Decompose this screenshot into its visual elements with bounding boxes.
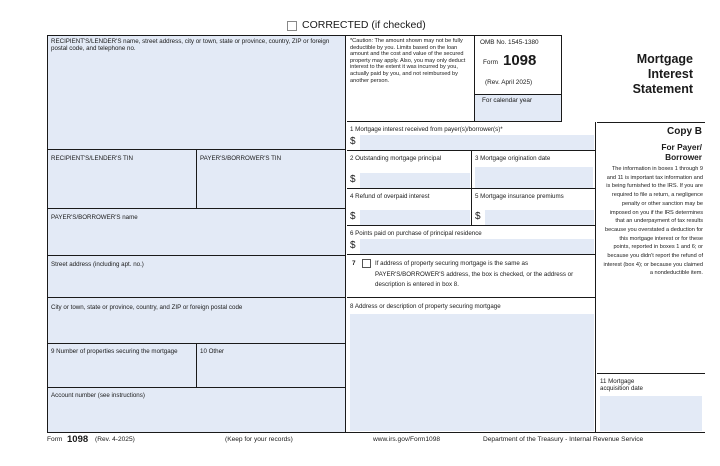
- copy-b-heading: Copy B: [667, 126, 702, 137]
- omb-number: OMB No. 1545-1380: [480, 39, 539, 46]
- footer-url[interactable]: www.irs.gov/Form1098: [373, 436, 441, 443]
- box6-label: 6 Points paid on purchase of principal residence: [350, 230, 482, 237]
- footer-dept: Department of the Treasury - Internal Revenue Service: [483, 436, 644, 443]
- box3-field[interactable]: [472, 151, 596, 189]
- payer-name-label: PAYER'S/BORROWER'S name: [51, 214, 138, 221]
- box10-field[interactable]: [197, 344, 346, 388]
- calendar-year-label: For calendar year: [482, 97, 533, 104]
- title-line-2: Interest: [647, 67, 693, 81]
- box4-field[interactable]: [347, 189, 472, 226]
- account-number-label: Account number (see instructions): [51, 392, 145, 399]
- box7-number: 7: [352, 260, 356, 267]
- box9-label: 9 Number of properties securing the mortgage: [51, 348, 178, 355]
- box5-field[interactable]: [472, 189, 596, 226]
- form-word: Form: [483, 59, 498, 66]
- box8-label: 8 Address or description of property securing mortgage: [350, 303, 501, 310]
- caution-text: *Caution: The amount shown may not be fully deductible by you. Limits based on the loan amount and the cost and value of the secured property may apply. Also, you may only deduct interest to the extent it was incurred by you, actually paid by you, and not reimbursed by another person.: [350, 38, 466, 84]
- box1-input-shade: [360, 135, 594, 150]
- footer: [47, 434, 707, 448]
- street-address-label: Street address (including apt. no.): [51, 261, 144, 268]
- box9-field[interactable]: [48, 344, 197, 388]
- box2-dollar: $: [350, 174, 356, 185]
- city-label: City or town, state or province, country, and ZIP or foreign postal code: [51, 304, 243, 311]
- corrected-label: CORRECTED (if checked): [302, 19, 426, 31]
- box2-input-shade: [360, 173, 470, 188]
- box5-dollar: $: [475, 211, 481, 222]
- box4-label: 4 Refund of overpaid interest: [350, 193, 430, 200]
- box5-input-shade: [485, 210, 594, 225]
- recipient-tin-label: RECIPIENT'S/LENDER'S TIN: [51, 155, 134, 162]
- box1-dollar: $: [350, 136, 356, 147]
- box7-label: If address of property securing mortgage is the same as PAYER'S/BORROWER'S address, the box is checked, or the address or description is entered in box 8.: [375, 260, 574, 288]
- payer-tin-field[interactable]: [197, 150, 346, 209]
- form-title: [600, 52, 693, 97]
- box7-field: [347, 255, 596, 298]
- footer-rev: (Rev. 4-2025): [95, 436, 135, 443]
- box3-input-shade: [475, 167, 593, 188]
- copy-b-panel: [597, 122, 705, 374]
- footer-keep: (Keep for your records): [225, 436, 293, 443]
- footer-form-word: Form: [47, 436, 63, 443]
- box6-input-shade: [360, 239, 594, 254]
- omb-box: [475, 36, 562, 95]
- copy-b-text: The information in boxes 1 through 9 and 11 is important tax information and is being furnished to the IRS. If you are required to file a return, a negligence penalty or other sanction may be imposed on you if the IRS determines that an underpayment of tax results because you overstated a deduction for this mortgage interest or for these points, reported in boxes 1 and 6; or because you didn't report the refund of interest (box 4); or because you claimed a nondeductible item.: [603, 166, 703, 277]
- box4-dollar: $: [350, 211, 356, 222]
- caution-box: [347, 36, 475, 122]
- form-number: 1098: [503, 52, 537, 69]
- street-address-field[interactable]: [48, 256, 346, 298]
- box2-label: 2 Outstanding mortgage principal: [350, 155, 442, 162]
- account-number-field[interactable]: [48, 388, 346, 432]
- title-line-3: Statement: [632, 82, 693, 96]
- form-bottom-border: [47, 432, 705, 433]
- box8-input-shade: [350, 314, 594, 431]
- rev-date: (Rev. April 2025): [485, 79, 533, 86]
- payer-name-field[interactable]: [48, 209, 346, 256]
- footer-form-number: 1098: [67, 434, 89, 445]
- box11-field[interactable]: [597, 374, 705, 432]
- calendar-year-field[interactable]: [475, 95, 562, 122]
- recipient-name-label: RECIPIENT'S/LENDER'S name, street address, city or town, state or province, country, ZIP or foreign postal code, and telephone no.: [51, 38, 330, 53]
- box7-checkbox[interactable]: [362, 259, 371, 268]
- box6-dollar: $: [350, 240, 356, 251]
- corrected-checkbox[interactable]: [287, 21, 297, 31]
- box11-label: 11 Mortgage acquisition date: [600, 378, 643, 393]
- box4-input-shade: [360, 210, 470, 225]
- payer-tin-label: PAYER'S/BORROWER'S TIN: [200, 155, 282, 162]
- box6-field[interactable]: [347, 226, 596, 255]
- box3-label: 3 Mortgage origination date: [475, 155, 551, 162]
- box10-label: 10 Other: [200, 348, 225, 355]
- box8-field[interactable]: [347, 298, 596, 432]
- box5-label: 5 Mortgage insurance premiums: [475, 193, 564, 200]
- box1-field[interactable]: [347, 122, 596, 151]
- city-field[interactable]: [48, 298, 346, 344]
- box1-label: 1 Mortgage interest received from payer(s)/borrower(s)*: [350, 126, 503, 133]
- recipient-tin-field[interactable]: [48, 150, 197, 209]
- borrower-heading: Borrower: [665, 152, 702, 162]
- for-payer-heading: For Payer/: [661, 142, 702, 152]
- title-line-1: Mortgage: [636, 52, 693, 66]
- box2-field[interactable]: [347, 151, 472, 189]
- box11-input-shade: [600, 396, 702, 431]
- recipient-name-field[interactable]: [48, 36, 346, 150]
